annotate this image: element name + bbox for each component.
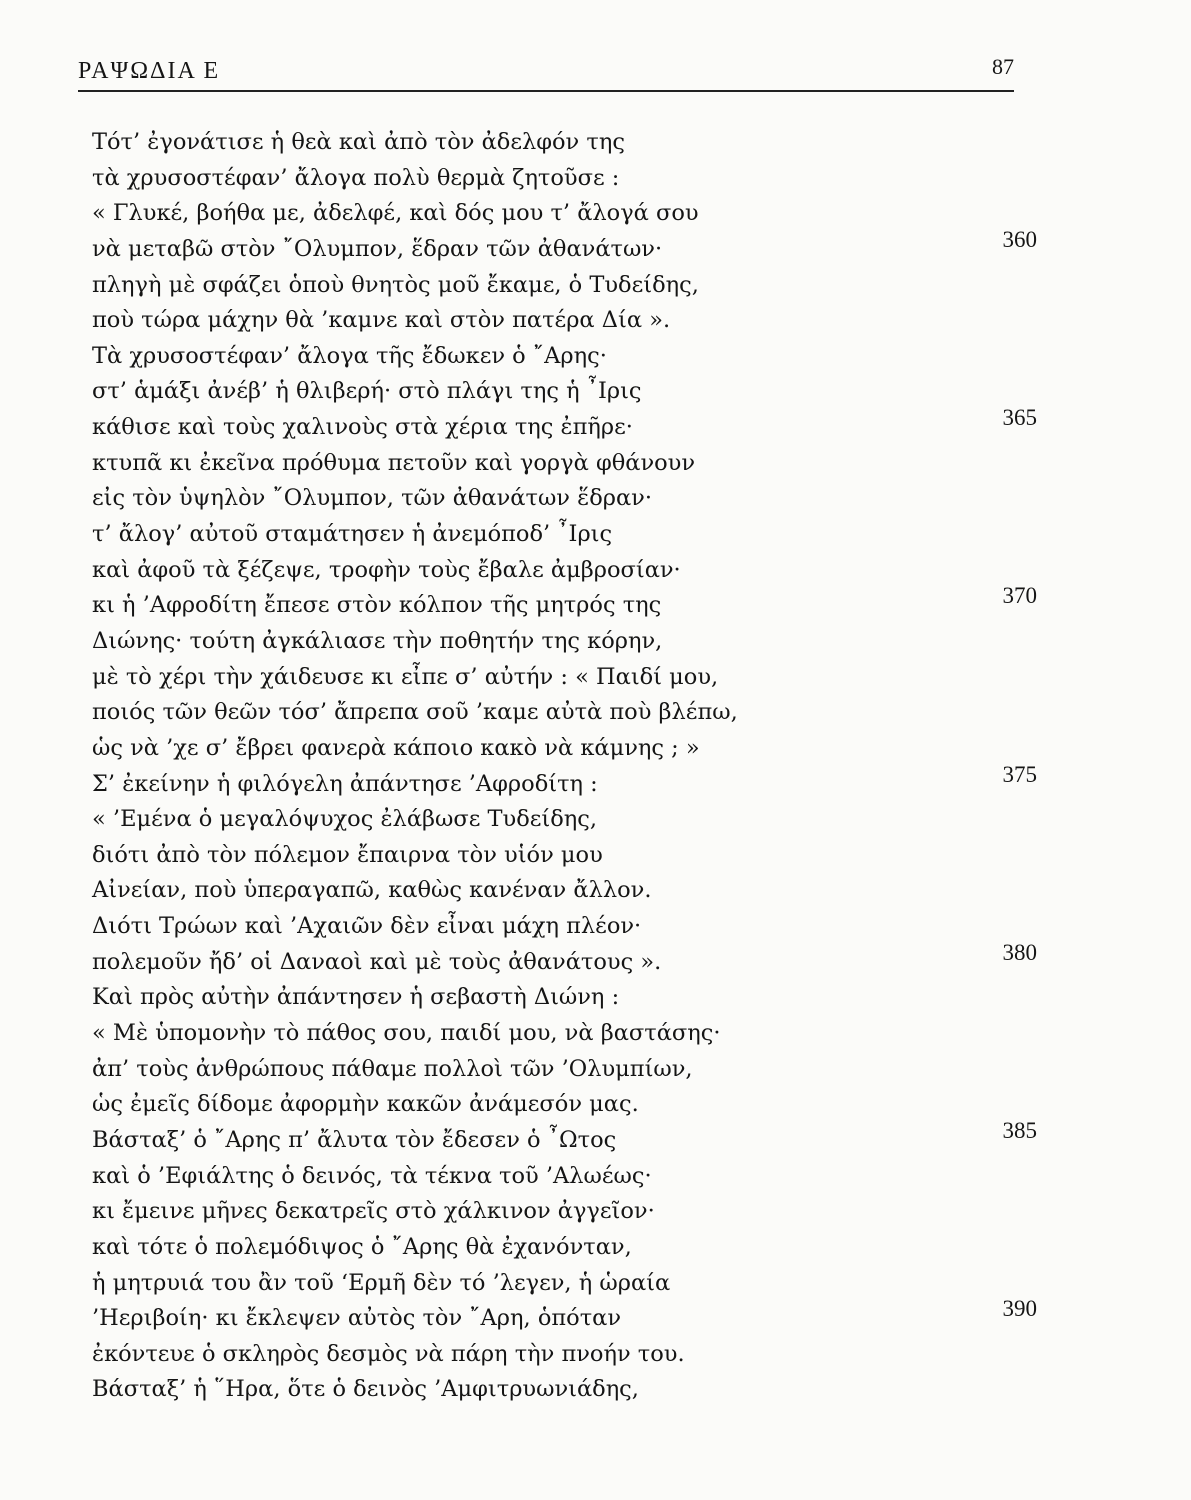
verse-line [92, 695, 1037, 731]
verse-line-text: ἐκόντευε ὁ σκληρὸς δεσμὸς νὰ πάρη τὴν πνοήν του. [92, 1340, 685, 1367]
verse-line-text: μὲ τὸ χέρι τὴν χάιδευσε κι εἶπε σ’ αὐτήν : « Παιδί μου, [92, 663, 719, 690]
line-number: 370 [1002, 583, 1037, 609]
verse-line-text: στ’ ἁμάξι ἀνέβ’ ἡ θλιβερή· στὸ πλάγι της ἡ ῏Ιρις [92, 378, 642, 405]
verse-line [92, 980, 1037, 1016]
verse-line [92, 1087, 1037, 1123]
verse-line [92, 1052, 1037, 1088]
verse-line [92, 125, 1037, 161]
verse-line [92, 939, 1037, 981]
verse-line [92, 660, 1037, 696]
verse-line-text: πληγὴ μὲ σφάζει ὁποὺ θνητὸς μοῦ ἔκαμε, ὁ Τυδείδης, [92, 271, 699, 298]
line-number: 375 [1002, 761, 1037, 787]
running-head: ΡΑΨΩΔΙΑ Ε [78, 58, 221, 84]
verse-line-text: καὶ τότε ὁ πολεμόδιψος ὁ ῎Αρης θὰ ἐχανόνταν, [92, 1233, 632, 1260]
verse-line-text: Βάσταξ’ ὁ ῎Αρης π’ ἄλυτα τὸν ἔδεσεν ὁ ῏Ωτος [92, 1126, 617, 1153]
verse-line-text: καὶ ὁ ’Εφιάλτης ὁ δεινός, τὰ τέκνα τοῦ ’Αλωέως· [92, 1162, 652, 1189]
verse-line [92, 374, 1037, 410]
verse-line-text: ὡς ἐμεῖς δίδομε ἀφορμὴν κακῶν ἀνάμεσόν μας. [92, 1091, 639, 1118]
verse-line-text: « ’Εμένα ὁ μεγαλόψυχος ἐλάβωσε Τυδείδης, [92, 806, 598, 833]
verse-line-text: ἀπ’ τοὺς ἀνθρώπους πάθαμε πολλοὶ τῶν ’Ολυμπίων, [92, 1055, 693, 1082]
verse-line-text: εἰς τὸν ὑψηλὸν ῎Ολυμπον, τῶν ἀθανάτων ἕδραν· [92, 485, 652, 512]
verse-line [92, 1016, 1037, 1052]
verse-line [92, 161, 1037, 197]
verse-line-text: ὡς νὰ ’χε σ’ ἔβρει φανερὰ κάποιο κακὸ νὰ κάμνης ; » [92, 734, 700, 761]
verse-line [92, 1194, 1037, 1230]
verse-line-text: πολεμοῦν ἤδ’ οἱ Δαναοὶ καὶ μὲ τοὺς ἀθανάτους ». [92, 948, 662, 975]
verse-line [92, 873, 1037, 909]
verse-line-text: Τὰ χρυσοστέφαν’ ἄλογα τῆς ἔδωκεν ὁ ῎Αρης· [92, 342, 607, 369]
verse-line-text: Τότ’ ἐγονάτισε ἡ θεὰ καὶ ἀπὸ τὸν ἀδελφόν της [92, 129, 625, 155]
verse-line [92, 1159, 1037, 1195]
line-number: 390 [1002, 1296, 1037, 1322]
verse-line-text: καὶ ἀφοῦ τὰ ξέζεψε, τροφὴν τοὺς ἔβαλε ἀμβροσίαν· [92, 556, 681, 583]
verse-line-text: « Μὲ ὑπομονὴν τὸ πάθος σου, παιδί μου, νὰ βαστάσης· [92, 1020, 721, 1047]
verse-line [92, 624, 1037, 660]
verse-line-text: Αἰνείαν, ποὺ ὑπεραγαπῶ, καθὼς κανέναν ἄλλον. [92, 877, 652, 904]
line-number: 360 [1002, 226, 1037, 252]
verse-line-text: ’Ηεριβοίη· κι ἔκλεψεν αὐτὸς τὸν ῎Αρη, ὁπόταν [92, 1305, 622, 1332]
verse-line-text: ποὺ τώρα μάχην θὰ ’καμνε καὶ στὸν πατέρα Δία ». [92, 307, 671, 334]
verse-line [92, 1296, 1037, 1337]
verse-line-text: ἡ μητρυιά του ἂν τοῦ ‘Ερμῆ δὲν τό ’λεγεν, ἡ ὡραία [92, 1269, 671, 1296]
line-number: 380 [1002, 939, 1037, 965]
verse-line [92, 226, 1037, 268]
verse-line-text: « Γλυκέ, βοήθα με, ἀδελφέ, καὶ δός μου τ’ ἄλογά σου [92, 200, 699, 227]
verse-line-text: Σ’ ἐκείνην ἡ φιλόγελη ἀπάντησε ’Αφροδίτη : [92, 770, 598, 797]
verse-line-text: Διώνης· τούτη ἀγκάλιασε τὴν ποθητήν της κόρην, [92, 627, 663, 654]
verse-line [92, 1337, 1037, 1373]
verse-line [92, 1117, 1037, 1159]
verse-line-text: κι ἔμεινε μῆνες δεκατρεῖς στὸ χάλκινον ἀγγεῖον· [92, 1198, 655, 1225]
verse-line [92, 553, 1037, 589]
page-number: 87 [992, 54, 1014, 79]
verse-line [92, 838, 1037, 874]
verse-line-text: τὰ χρυσοστέφαν’ ἄλογα πολὺ θερμὰ ζητοῦσε : [92, 164, 620, 191]
verse-line [92, 1372, 1037, 1408]
verse-line [92, 761, 1037, 803]
verse-line [92, 196, 1037, 232]
verse-line-text: κι ἡ ’Αφροδίτη ἔπεσε στὸν κόλπον τῆς μητρός της [92, 592, 662, 619]
line-number: 365 [1002, 405, 1037, 431]
verse-line-text: νὰ μεταβῶ στὸν ῎Ολυμπον, ἕδραν τῶν ἀθανάτων· [92, 235, 663, 262]
verse-line [92, 446, 1037, 482]
verse-line [92, 517, 1037, 553]
verse-line [92, 909, 1037, 945]
verse-line [92, 303, 1037, 339]
verse-line-text: κάθισε καὶ τοὺς χαλινοὺς στὰ χέρια της ἐπῆρε· [92, 414, 633, 441]
page-header [78, 52, 1014, 92]
verse-line [92, 731, 1037, 767]
verse-line [92, 802, 1037, 838]
verse-text-block [92, 125, 1037, 1408]
verse-line-text: Καὶ πρὸς αὐτὴν ἀπάντησεν ἡ σεβαστὴ Διώνη : [92, 984, 620, 1011]
verse-line-text: διότι ἀπὸ τὸν πόλεμον ἔπαιρνα τὸν υἱόν μου [92, 841, 603, 868]
verse-line [92, 339, 1037, 375]
verse-line [92, 268, 1037, 304]
verse-line [92, 1266, 1037, 1302]
verse-line [92, 405, 1037, 446]
verse-line-text: κτυπᾶ κι ἐκεῖνα πρόθυμα πετοῦν καὶ γοργὰ φθάνουν [92, 449, 696, 476]
verse-line-text: τ’ ἄλογ’ αὐτοῦ σταμάτησεν ἡ ἀνεμόποδ’ ῏Ιρις [92, 521, 613, 548]
verse-line-text: ποιός τῶν θεῶν τόσ’ ἄπρεπα σοῦ ’καμε αὐτὰ ποὺ βλέπω, [92, 699, 738, 726]
line-number: 385 [1002, 1117, 1037, 1143]
verse-line [92, 583, 1037, 624]
verse-line-text: Βάσταξ’ ἡ ῞Ηρα, ὅτε ὁ δεινὸς ’Αμφιτρυωνιάδης, [92, 1376, 639, 1403]
verse-line-text: Διότι Τρώων καὶ ’Αχαιῶν δὲν εἶναι μάχη πλέον· [92, 913, 642, 940]
verse-line [92, 481, 1037, 517]
verse-line [92, 1230, 1037, 1266]
